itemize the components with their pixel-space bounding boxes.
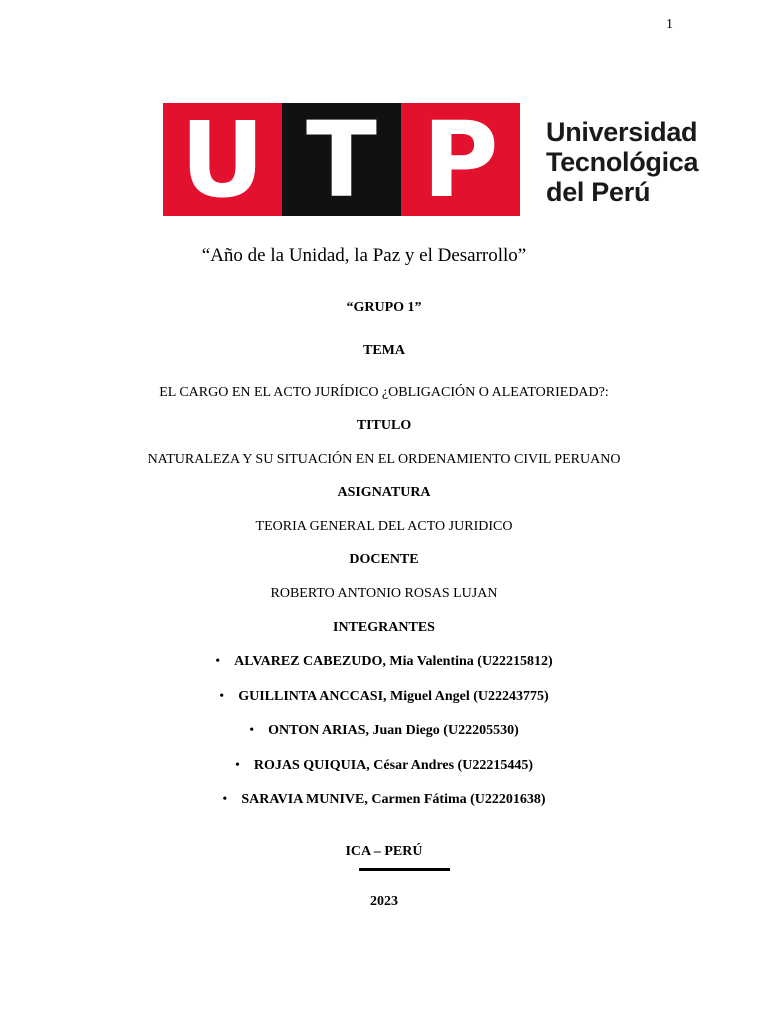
bullet-icon: • bbox=[249, 723, 255, 739]
list-item bbox=[0, 790, 768, 825]
list-item bbox=[0, 687, 768, 722]
member-name: ROJAS QUIQUIA, César Andres (U22215445) bbox=[253, 757, 533, 773]
titulo-text: NATURALEZA Y SU SITUACIÓN EN EL ORDENAMIENTO CIVIL PERUANO bbox=[147, 452, 621, 467]
list-item bbox=[0, 721, 768, 756]
logo-letter-t: T bbox=[306, 98, 377, 221]
members-list bbox=[0, 652, 768, 825]
asignatura-label: ASIGNATURA bbox=[337, 485, 431, 500]
tema-label: TEMA bbox=[363, 343, 405, 358]
bullet-icon: • bbox=[234, 757, 240, 773]
integrantes-label: INTEGRANTES bbox=[333, 620, 435, 635]
member-name: GUILLINTA ANCCASI, Miguel Angel (U22243775) bbox=[238, 688, 549, 704]
logo-block-t bbox=[282, 98, 401, 221]
page-number: 1 bbox=[666, 17, 673, 32]
utp-logo bbox=[163, 98, 713, 221]
list-item bbox=[0, 756, 768, 791]
location-underline bbox=[359, 868, 450, 871]
bullet-icon: • bbox=[219, 688, 225, 704]
docente-text: ROBERTO ANTONIO ROSAS LUJAN bbox=[270, 586, 498, 601]
logo-block-p bbox=[401, 98, 520, 221]
member-name: SARAVIA MUNIVE, Carmen Fátima (U22201638) bbox=[241, 792, 546, 808]
bullet-icon: • bbox=[215, 654, 221, 669]
logo-name-line-2: Tecnológica bbox=[546, 147, 699, 177]
logo-block-u bbox=[163, 98, 282, 221]
location: ICA – PERÚ bbox=[345, 844, 423, 859]
asignatura-text: TEORIA GENERAL DEL ACTO JURIDICO bbox=[255, 519, 513, 534]
group-title: “GRUPO 1” bbox=[346, 300, 422, 315]
logo-name-line-1: Universidad bbox=[546, 117, 698, 147]
member-name: ALVAREZ CABEZUDO, Mia Valentina (U22215812) bbox=[234, 654, 553, 669]
docente-label: DOCENTE bbox=[349, 552, 419, 567]
member-name: ONTON ARIAS, Juan Diego (U22205530) bbox=[268, 723, 519, 739]
year: 2023 bbox=[370, 894, 398, 909]
logo-university-name bbox=[546, 117, 698, 207]
list-item bbox=[0, 652, 768, 687]
bullet-icon: • bbox=[222, 792, 228, 808]
logo-letter-p: P bbox=[422, 98, 499, 221]
logo-blocks bbox=[163, 98, 520, 221]
year-motto: “Año de la Unidad, la Paz y el Desarrollo” bbox=[201, 245, 527, 266]
logo-letter-u: U bbox=[180, 98, 265, 221]
tema-text: EL CARGO EN EL ACTO JURÍDICO ¿OBLIGACIÓN O ALEATORIEDAD?: bbox=[159, 385, 609, 400]
titulo-label: TITULO bbox=[356, 418, 412, 433]
logo-name-line-3: del Perú bbox=[546, 177, 651, 207]
